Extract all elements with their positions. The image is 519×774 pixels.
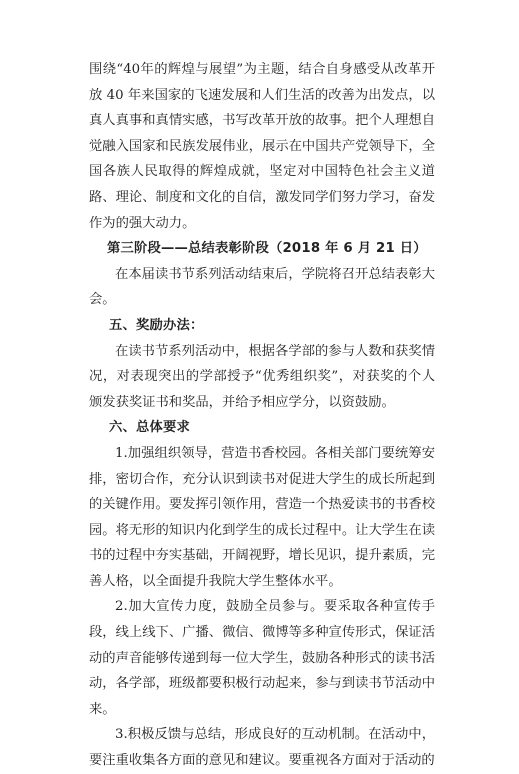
requirement-item-3: 3.积极反馈与总结，形成良好的互动机制。在活动中，要注重收集各方面的意见和建议。要重视各方面对于活动的	[89, 727, 435, 769]
requirement-item-2: 2.加大宣传力度，鼓励全员参与。要采取各种宣传手段，线上线下、广播、微信、微博等多种宣传形式，保证活动的声音能够传递到每一位大学生，鼓励各种形式的读书活动，各学部，班级都要积极行动起来，参与到读书节活动中来。	[89, 599, 435, 717]
section-five-heading: 五、奖励办法：	[109, 317, 204, 333]
stage-three-heading: 第三阶段——总结表彰阶段（2018 年 6 月 21 日）	[107, 241, 427, 257]
stage-three-paragraph: 在本届读书节系列活动结束后，学院将召开总结表彰大会。	[89, 266, 435, 308]
document-body	[89, 57, 435, 774]
reward-paragraph: 在读书节系列活动中，根据各学部的参与人数和获奖情况，对表现突出的学部授予“优秀组织奖”，对获奖的个人颁发获奖证书和奖品，并给予相应学分，以资鼓励。	[89, 343, 435, 410]
theme-paragraph: 围绕“40年的辉煌与展望”为主题，结合自身感受从改革开放 40 年来国家的飞速发展和人们生活的改善为出发点，以真人真事和真情实感，书写改革开放的故事。把个人理想自觉融入国家和民族发展伟业，展示在中国共产党领导下，全国各族人民取得的辉煌成就，坚定对中国特色社会主义道路、理论、制度和文化的自信，激发同学们努力学习，奋发作为的强大动力。	[89, 62, 435, 231]
requirement-item-1: 1.加强组织领导，营造书香校园。各相关部门要统筹安排，密切合作，充分认识到读书对促进大学生的成长所起到的关键作用。要发挥引领作用，营造一个热爱读书的书香校园。将无形的知识内化到学生的成长过程中。让大学生在读书的过程中夯实基础，开阔视野，增长见识，提升素质，完善人格，以全面提升我院大学生整体水平。	[89, 445, 435, 589]
section-six-heading: 六、总体要求	[109, 420, 190, 436]
